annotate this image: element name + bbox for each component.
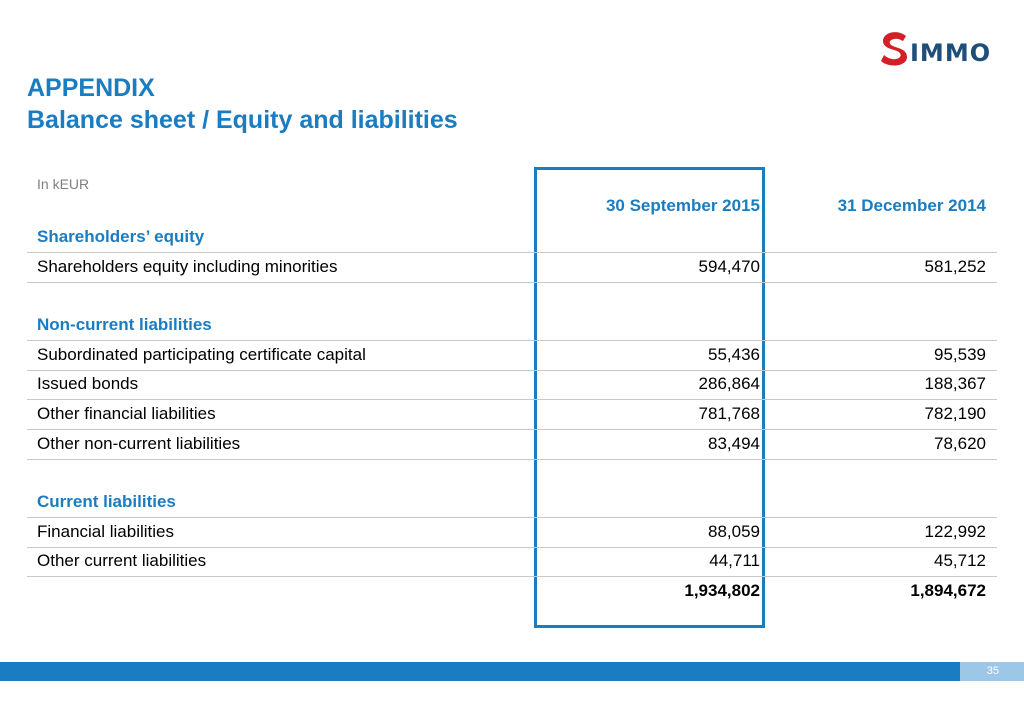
row-value-2014: 782,190 — [924, 404, 986, 423]
table-row — [27, 252, 997, 283]
table-row — [27, 430, 997, 460]
row-label: Other non-current liabilities — [37, 434, 241, 453]
simmo-logo — [880, 30, 1000, 74]
row-value-2014: 78,620 — [934, 434, 986, 453]
section-label: Non-current liabilities — [37, 315, 212, 334]
row-value-2014: 188,367 — [924, 374, 986, 393]
row-value-2015: 83,494 — [708, 434, 760, 453]
section-label: Current liabilities — [37, 492, 176, 511]
row-label: Issued bonds — [37, 374, 139, 393]
row-value-2015: 88,059 — [708, 522, 760, 541]
row-value-2015: 781,768 — [698, 404, 760, 423]
table-row — [27, 517, 997, 548]
row-value-2014: 122,992 — [924, 522, 986, 541]
column-header-dec-2014: 31 December 2014 — [837, 196, 986, 215]
logo-text: IMMO — [910, 39, 992, 67]
total-value-2015: 1,934,802 — [684, 581, 760, 600]
row-value-2014: 95,539 — [934, 345, 986, 364]
footer-bar — [0, 662, 960, 681]
row-label: Other financial liabilities — [37, 404, 216, 423]
section-row — [27, 488, 997, 517]
row-value-2015: 44,711 — [709, 551, 760, 570]
section-row — [27, 223, 997, 252]
total-value-2014: 1,894,672 — [910, 581, 986, 600]
row-value-2015: 594,470 — [698, 257, 760, 276]
logo-s-icon — [880, 30, 910, 70]
page-title — [27, 72, 458, 136]
title-line-1: APPENDIX — [27, 74, 155, 102]
page-number: 35 — [986, 665, 999, 677]
table-row — [27, 400, 997, 430]
row-value-2014: 45,712 — [934, 551, 986, 570]
table-row — [27, 547, 997, 577]
row-label: Subordinated participating certificate capital — [37, 345, 366, 364]
row-label: Financial liabilities — [37, 522, 175, 541]
table-row — [27, 340, 997, 371]
row-value-2015: 55,436 — [708, 345, 760, 364]
unit-label: In kEUR — [37, 176, 90, 192]
row-value-2015: 286,864 — [698, 374, 760, 393]
row-value-2014: 581,252 — [924, 257, 986, 276]
table-row — [27, 370, 997, 400]
row-label: Shareholders equity including minorities — [37, 257, 338, 276]
section-label: Shareholders’ equity — [37, 227, 205, 246]
title-line-2: Balance sheet / Equity and liabilities — [27, 106, 458, 134]
row-label: Other current liabilities — [37, 551, 207, 570]
section-row — [27, 311, 997, 340]
total-row — [27, 577, 997, 606]
column-header-sep-2015: 30 September 2015 — [605, 196, 760, 215]
